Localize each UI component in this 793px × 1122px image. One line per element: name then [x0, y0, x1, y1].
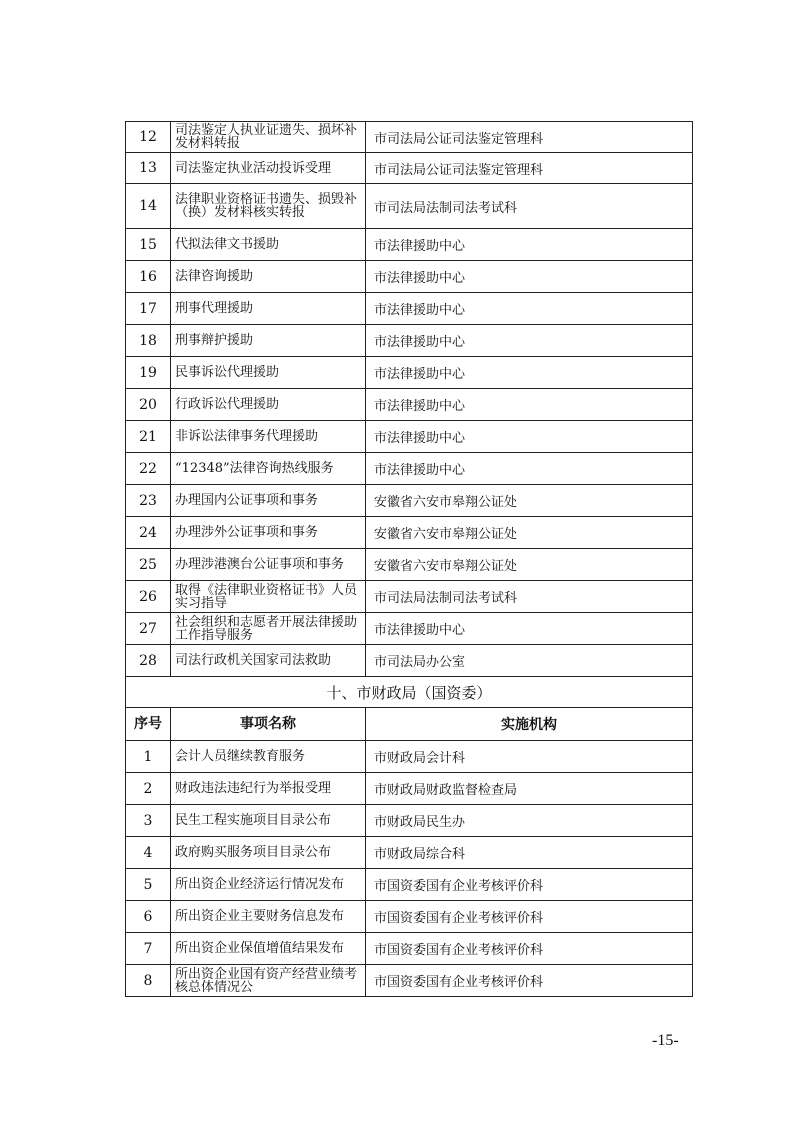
row-number: 3 — [126, 805, 171, 837]
implementing-agency: 市法律援助中心 — [366, 357, 693, 389]
item-name: 办理涉外公证事项和事务 — [171, 517, 366, 549]
row-number: 27 — [126, 613, 171, 645]
item-name: 办理国内公证事项和事务 — [171, 485, 366, 517]
row-number: 23 — [126, 485, 171, 517]
implementing-agency: 市司法局法制司法考试科 — [366, 581, 693, 613]
row-number: 24 — [126, 517, 171, 549]
item-name: 所出资企业主要财务信息发布 — [171, 901, 366, 933]
row-number: 2 — [126, 773, 171, 805]
table-row — [126, 581, 693, 613]
row-number: 21 — [126, 421, 171, 453]
implementing-agency: 市法律援助中心 — [366, 325, 693, 357]
row-number: 4 — [126, 837, 171, 869]
row-number: 5 — [126, 869, 171, 901]
row-number: 28 — [126, 645, 171, 677]
item-name: 取得《法律职业资格证书》人员实习指导 — [171, 581, 366, 613]
column-header-agency: 实施机构 — [366, 708, 693, 741]
table-row — [126, 901, 693, 933]
item-name: 民事诉讼代理援助 — [171, 357, 366, 389]
row-number: 14 — [126, 184, 171, 229]
item-name: 刑事代理援助 — [171, 293, 366, 325]
table-row — [126, 869, 693, 901]
item-name: 非诉讼法律事务代理援助 — [171, 421, 366, 453]
table-row — [126, 773, 693, 805]
column-header-number: 序号 — [126, 708, 171, 741]
item-name: 民生工程实施项目目录公布 — [171, 805, 366, 837]
row-number: 7 — [126, 933, 171, 965]
service-items-table — [125, 121, 693, 997]
section-title: 十、市财政局（国资委） — [126, 677, 693, 708]
table-row — [126, 184, 693, 229]
implementing-agency: 安徽省六安市皋翔公证处 — [366, 517, 693, 549]
implementing-agency: 市法律援助中心 — [366, 453, 693, 485]
implementing-agency: 市国资委国有企业考核评价科 — [366, 965, 693, 997]
implementing-agency: 市国资委国有企业考核评价科 — [366, 869, 693, 901]
table-row — [126, 837, 693, 869]
item-name: 办理涉港澳台公证事项和事务 — [171, 549, 366, 581]
implementing-agency: 市财政局会计科 — [366, 741, 693, 773]
row-number: 19 — [126, 357, 171, 389]
table-row — [126, 485, 693, 517]
implementing-agency: 安徽省六安市皋翔公证处 — [366, 549, 693, 581]
item-name: 司法鉴定人执业证遗失、损坏补发材料转报 — [171, 122, 366, 153]
row-number: 25 — [126, 549, 171, 581]
section-title-row — [126, 677, 693, 708]
implementing-agency: 市法律援助中心 — [366, 261, 693, 293]
item-name: 政府购买服务项目目录公布 — [171, 837, 366, 869]
table-row — [126, 453, 693, 485]
table-row — [126, 549, 693, 581]
implementing-agency: 安徽省六安市皋翔公证处 — [366, 485, 693, 517]
table-row — [126, 517, 693, 549]
implementing-agency: 市国资委国有企业考核评价科 — [366, 901, 693, 933]
table-row — [126, 229, 693, 261]
row-number: 20 — [126, 389, 171, 421]
item-name: 财政违法违纪行为举报受理 — [171, 773, 366, 805]
table-row — [126, 741, 693, 773]
column-header-name: 事项名称 — [171, 708, 366, 741]
row-number: 6 — [126, 901, 171, 933]
item-name: 所出资企业保值增值结果发布 — [171, 933, 366, 965]
row-number: 18 — [126, 325, 171, 357]
item-name: 司法鉴定执业活动投诉受理 — [171, 153, 366, 184]
implementing-agency: 市司法局法制司法考试科 — [366, 184, 693, 229]
implementing-agency: 市财政局财政监督检查局 — [366, 773, 693, 805]
table-row — [126, 421, 693, 453]
item-name: 代拟法律文书援助 — [171, 229, 366, 261]
table-row — [126, 153, 693, 184]
table-row — [126, 389, 693, 421]
table-row — [126, 645, 693, 677]
implementing-agency: 市法律援助中心 — [366, 293, 693, 325]
item-name: 刑事辩护援助 — [171, 325, 366, 357]
table-row — [126, 261, 693, 293]
row-number: 12 — [126, 122, 171, 153]
row-number: 22 — [126, 453, 171, 485]
table-row — [126, 293, 693, 325]
table-row — [126, 805, 693, 837]
implementing-agency: 市司法局公证司法鉴定管理科 — [366, 153, 693, 184]
table-row — [126, 122, 693, 153]
item-name: 会计人员继续教育服务 — [171, 741, 366, 773]
row-number: 1 — [126, 741, 171, 773]
table-row — [126, 325, 693, 357]
row-number: 15 — [126, 229, 171, 261]
row-number: 16 — [126, 261, 171, 293]
table-row — [126, 933, 693, 965]
item-name: 司法行政机关国家司法救助 — [171, 645, 366, 677]
item-name: 法律咨询援助 — [171, 261, 366, 293]
table-row — [126, 357, 693, 389]
implementing-agency: 市司法局办公室 — [366, 645, 693, 677]
table-row — [126, 965, 693, 997]
implementing-agency: 市法律援助中心 — [366, 229, 693, 261]
implementing-agency: 市国资委国有企业考核评价科 — [366, 933, 693, 965]
item-name: 法律职业资格证书遗失、损毁补（换）发材料核实转报 — [171, 184, 366, 229]
implementing-agency: 市法律援助中心 — [366, 421, 693, 453]
implementing-agency: 市法律援助中心 — [366, 613, 693, 645]
item-name: 所出资企业国有资产经营业绩考核总体情况公 — [171, 965, 366, 997]
row-number: 8 — [126, 965, 171, 997]
item-name: 社会组织和志愿者开展法律援助工作指导服务 — [171, 613, 366, 645]
implementing-agency: 市法律援助中心 — [366, 389, 693, 421]
page-number: -15- — [652, 1032, 679, 1049]
implementing-agency: 市司法局公证司法鉴定管理科 — [366, 122, 693, 153]
table-header-row — [126, 708, 693, 741]
item-name: “12348”法律咨询热线服务 — [171, 453, 366, 485]
implementing-agency: 市财政局综合科 — [366, 837, 693, 869]
implementing-agency: 市财政局民生办 — [366, 805, 693, 837]
item-name: 行政诉讼代理援助 — [171, 389, 366, 421]
row-number: 13 — [126, 153, 171, 184]
table-row — [126, 613, 693, 645]
row-number: 26 — [126, 581, 171, 613]
item-name: 所出资企业经济运行情况发布 — [171, 869, 366, 901]
row-number: 17 — [126, 293, 171, 325]
